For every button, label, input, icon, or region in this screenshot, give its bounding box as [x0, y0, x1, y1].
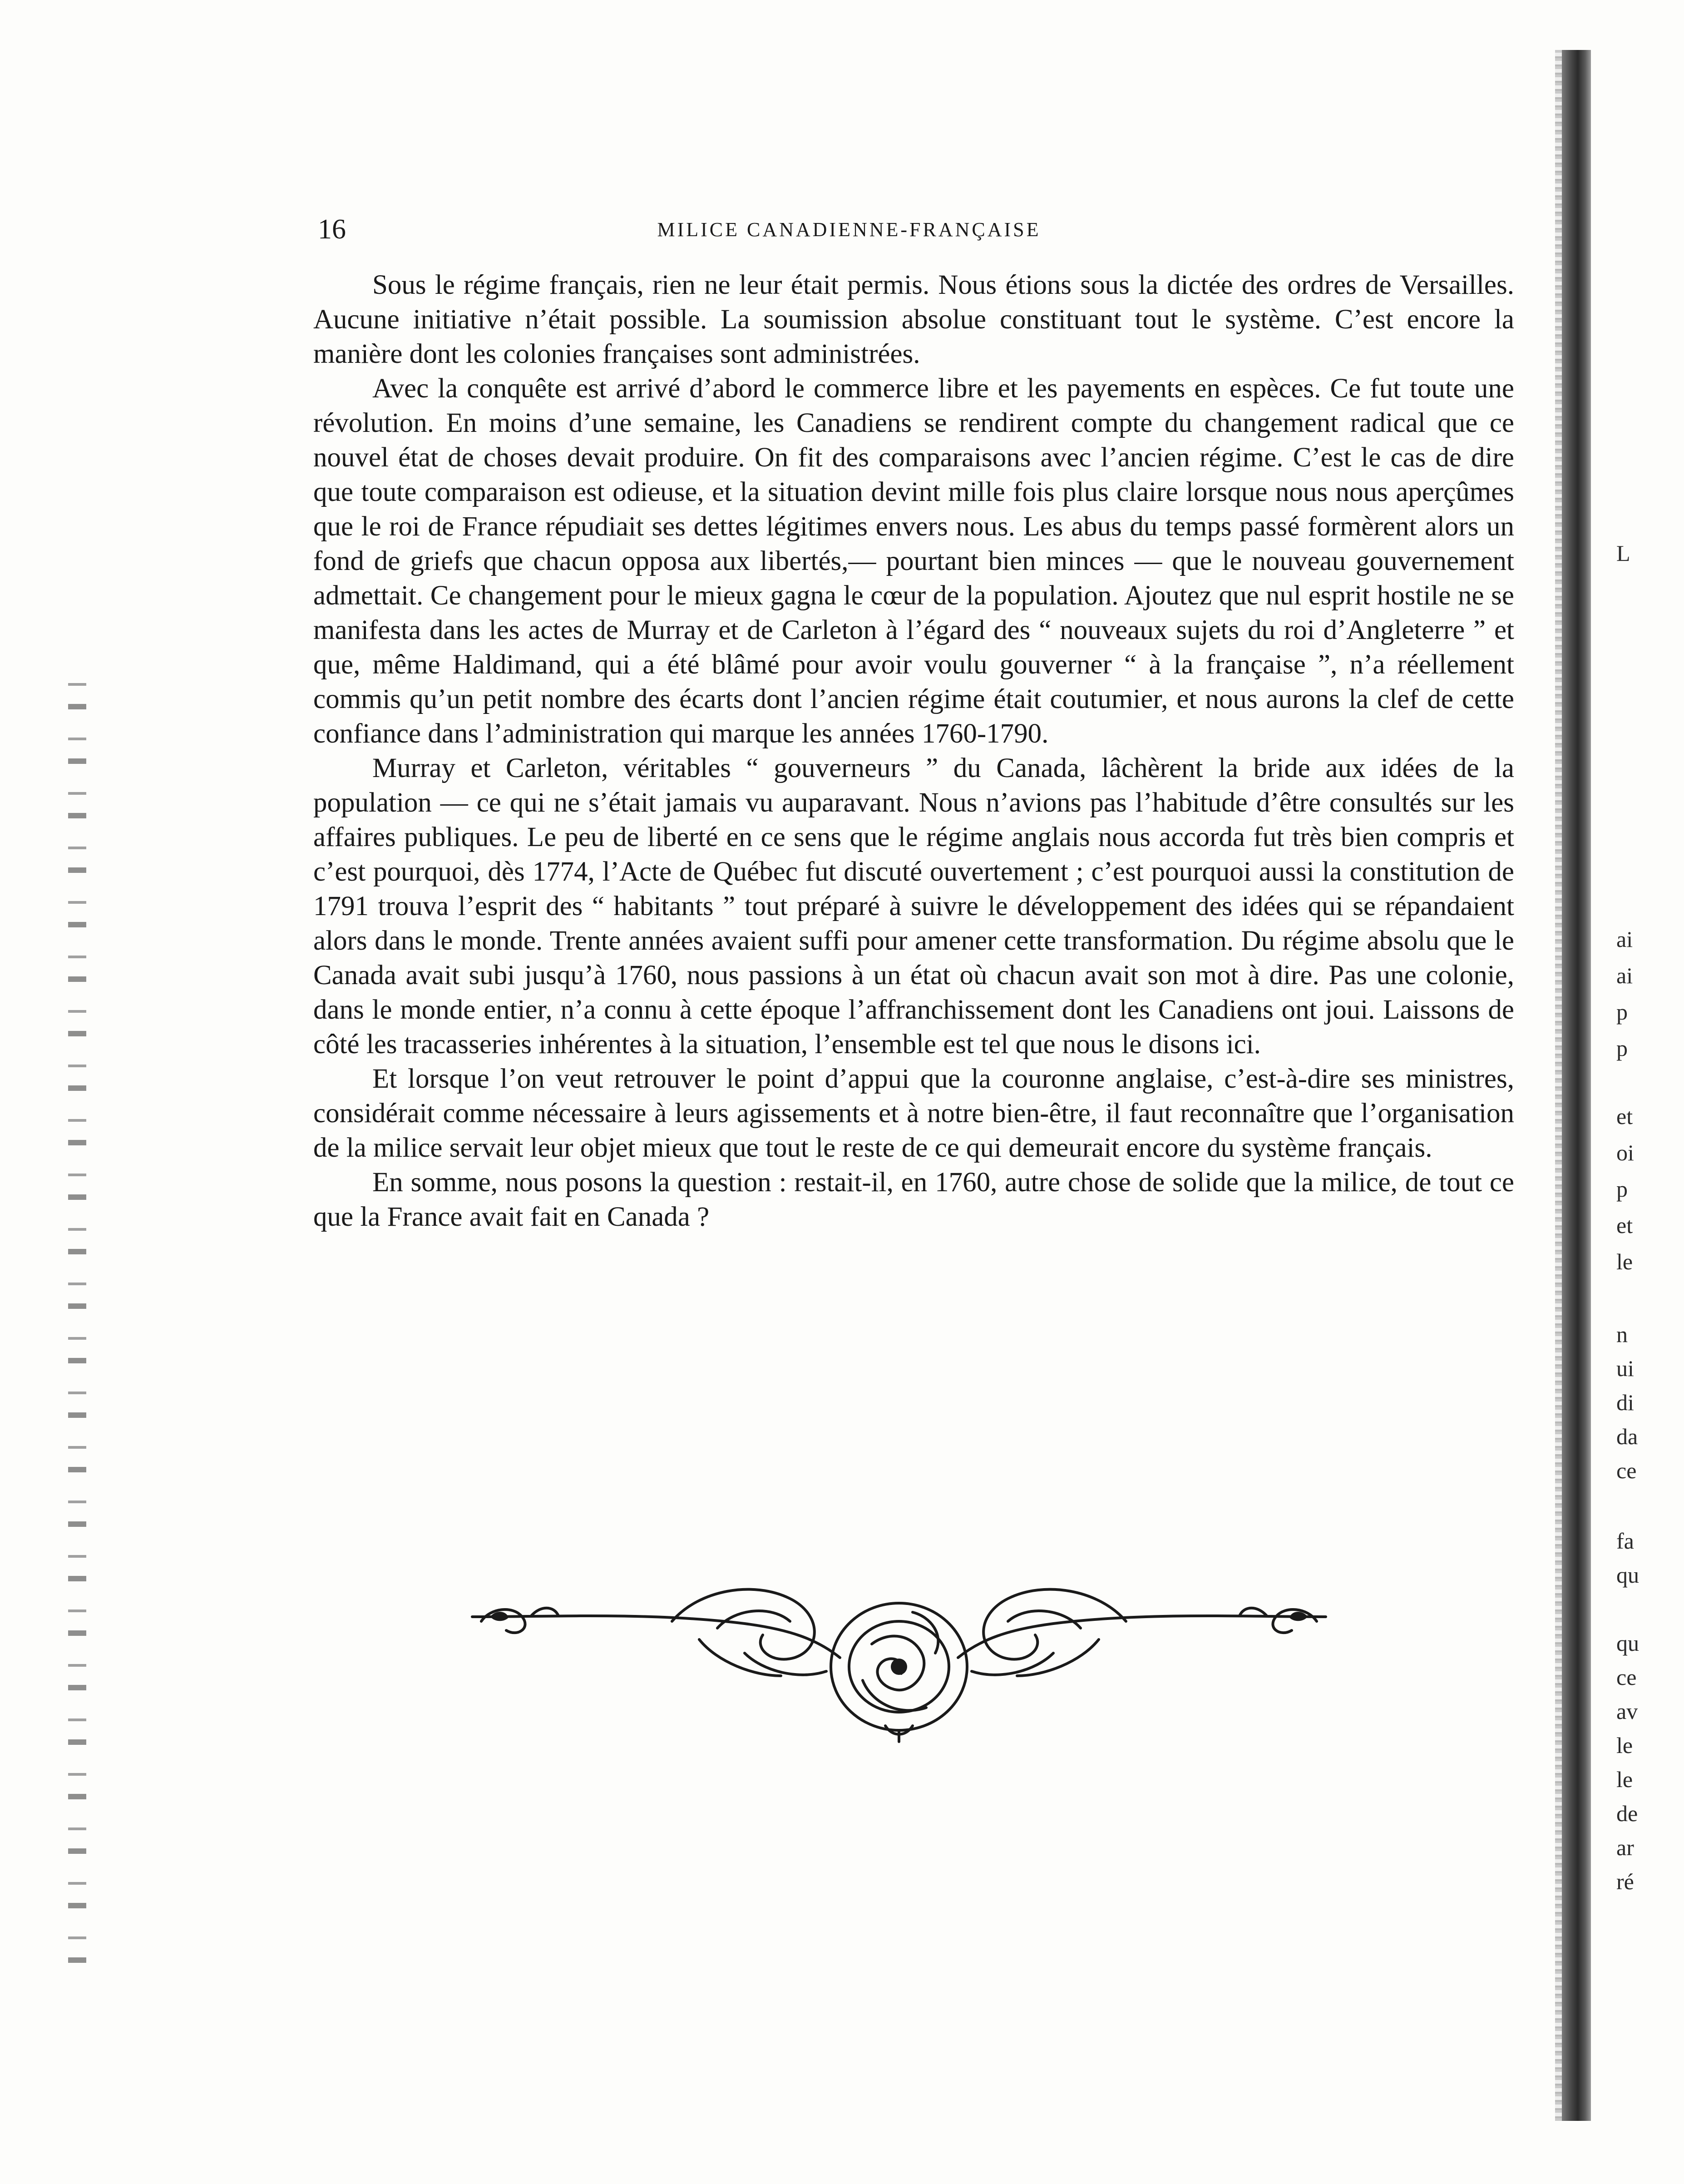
facing-fragment: di — [1616, 1390, 1634, 1415]
paragraph: Et lorsque l’on veut retrouver le point d’appui que la couronne anglaise, c’est-à-dire ses ministres, considérait comme nécessaire à leurs agissements et à notre bien-être, il faut reconnaître que l’organisation de la milice servait leur objet mieux que tout le reste de ce qui demeurait encore du système français. — [313, 1064, 1514, 1163]
paragraph: Avec la conquête est arrivé d’abord le commerce libre et les payements en espèces. Ce fut toute une révolution. En moins d’une semaine, les Canadiens se rendirent compte du changement radical que ce nouvel état de choses devait produire. On fit des comparaisons avec l’ancien régime. C’est le cas de dire que toute comparaison est odieuse, et la situation devint mille fois plus claire lorsque nous nous aperçûmes que le roi de France répudiait ses dettes légitimes envers nous. Les abus du temps passé formèrent alors un fond de griefs que chacun opposa aux libertés,— pourtant bien minces — que le nouveau gouvernement admettait. Ce changement pour le mieux gagna le cœur de la population. Ajoutez que nul esprit hostile ne se manifesta dans les actes de Murray et de Carleton à l’égard des “ nouveaux sujets du roi d’Angleterre ” et que, même Haldimand, qui a été blâmé pour avoir voulu gouverner “ à la française ”, n’a réellement commis qu’un petit nombre des écarts dont l’ancien régime était coutumier, et nous aurons la clef de cette confiance dans l’administration qui marque les années 1760-1790. — [313, 373, 1514, 749]
facing-fragment: ai — [1616, 926, 1633, 952]
body-text — [313, 268, 1514, 1234]
facing-fragment: ce — [1616, 1458, 1637, 1483]
facing-fragment: ar — [1616, 1835, 1634, 1860]
paragraph: Sous le régime français, rien ne leur était permis. Nous étions sous la dictée des ordres de Versailles. Aucune initiative n’était possible. La soumission absolue constituant tout le système. C’est encore la manière dont les colonies françaises sont administrées. — [313, 270, 1514, 369]
facing-fragment: qu — [1616, 1630, 1639, 1656]
facing-fragment: et — [1616, 1213, 1633, 1238]
page-header — [318, 213, 1380, 245]
facing-fragment: ui — [1616, 1356, 1634, 1381]
facing-fragment: av — [1616, 1699, 1638, 1724]
facing-fragment: oi — [1616, 1140, 1634, 1165]
facing-fragment: le — [1616, 1733, 1633, 1758]
facing-fragment: le — [1616, 1767, 1633, 1792]
facing-fragment: qu — [1616, 1562, 1639, 1588]
facing-fragment: da — [1616, 1424, 1638, 1449]
facing-fragment: p — [1616, 1176, 1628, 1202]
facing-fragment: n — [1616, 1322, 1628, 1347]
facing-fragment: de — [1616, 1801, 1638, 1826]
facing-fragment: le — [1616, 1249, 1633, 1274]
page-number: 16 — [318, 214, 346, 245]
running-head: MILICE CANADIENNE-FRANÇAISE — [657, 218, 1041, 241]
facing-fragment: ce — [1616, 1664, 1637, 1690]
facing-fragment: L — [1616, 540, 1630, 566]
binding-bleed-marks — [68, 672, 86, 1989]
facing-fragment: p — [1616, 1035, 1628, 1061]
book-spine-shadow — [1562, 50, 1591, 2121]
facing-fragment: fa — [1616, 1528, 1634, 1554]
paragraph: En somme, nous posons la question : restait-il, en 1760, autre chose de solide que la milice, de tout ce que la France avait fait en Canada ? — [313, 1167, 1514, 1232]
facing-fragment: et — [1616, 1104, 1633, 1129]
facing-fragment: p — [1616, 999, 1628, 1025]
paragraph: Murray et Carleton, véritables “ gouverneurs ” du Canada, lâchèrent la bride aux idées de la population — ce qui ne s’était jamais vu auparavant. Nous n’avions pas l’habitude d’être consultés sur les affaires publiques. Le peu de liberté en ce sens que le régime anglais nous accorda fut très bien compris et c’est pourquoi, dès 1774, l’Acte de Québec fut discuté ouvertement ; c’est pourquoi aussi la constitution de 1791 trouva l’esprit des “ habitants ” tout préparé à suivre le développement des idées qui se répandaient alors dans le monde. Trente années avaient suffi pour amener cette transformation. Du régime absolu que le Canada avait subi jusqu’à 1760, nous passions à un état où chacun avait son mot à dire. Pas une colonie, dans le monde entier, n’a connu à cette époque l’affranchissement dont les Canadiens ont joui. Laissons de côté les tracasseries inhérentes à la situation, l’ensemble est tel que nous le disons ici. — [313, 753, 1514, 1060]
facing-fragment: ai — [1616, 963, 1633, 988]
decorative-fleuron-ornament — [463, 1562, 1335, 1744]
facing-fragment: ré — [1616, 1869, 1634, 1894]
facing-page-bleed — [1616, 0, 1684, 2184]
